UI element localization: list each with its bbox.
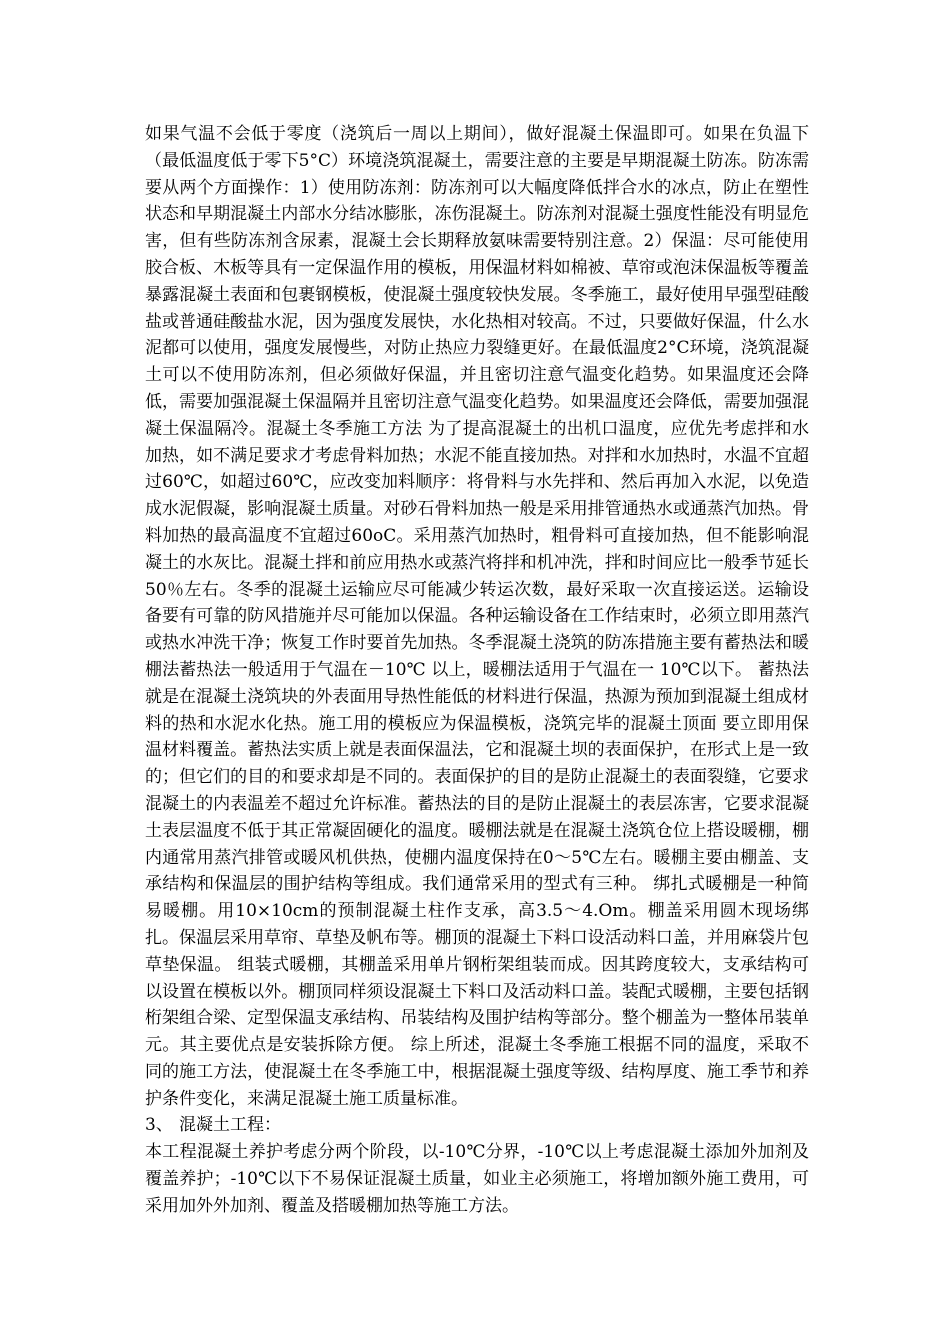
section-number: 3、 [145,1115,173,1136]
document-page [145,121,809,1220]
body-paragraph-concrete-works: 本工程混凝土养护考虑分两个阶段，以-10℃分界，-10℃以上考虑混凝土添加外加剂及覆盖养护；-10℃以下不易保证混凝土质量，如业主必须施工，将增加额外施工费用，可采用加外外加剂、覆盖及搭暖棚加热等施工方法。 [145,1142,809,1216]
section-title: 混凝土工程： [179,1115,281,1136]
body-paragraph-winter-concrete: 如果气温不会低于零度（浇筑后一周以上期间），做好混凝土保温即可。如果在负温下（最低温度低于零下5°C）环境浇筑混凝土，需要注意的主要是早期混凝土防冻。防冻需要从两个方面操作：1）使用防冻剂：防冻剂可以大幅度降低拌合水的冰点，防止在塑性状态和早期混凝土内部水分结冰膨胀，冻伤混凝土。防冻剂对混凝土强度性能没有明显危害，但有些防冻剂含尿素，混凝土会长期释放氨味需要特别注意。2）保温：尽可能使用胶合板、木板等具有一定保温作用的模板，用保温材料如棉被、草帘或泡沫保温板等覆盖暴露混凝土表面和包裹钢模板，使混凝土强度较快发展。冬季施工，最好使用早强型硅酸盐或普通硅酸盐水泥，因为强度发展快，水化热相对较高。不过，只要做好保温，什么水泥都可以使用，强度发展慢些，对防止热应力裂缝更好。在最低温度2°C环境，浇筑混凝土可以不使用防冻剂，但必须做好保温，并且密切注意气温变化趋势。如果温度还会降低，需要加强混凝土保温隔并且密切注意气温变化趋势。如果温度还会降低，需要加强混凝土保温隔冷。混凝土冬季施工方法 为了提高混凝土的出机口温度，应优先考虑拌和水加热，如不满足要求才考虑骨料加热；水泥不能直接加热。对拌和水加热时，水温不宜超过60℃，如超过60℃，应改变加料顺序：将骨料与水先拌和、然后再加入水泥，以免造成水泥假凝，影响混凝土质量。对砂石骨料加热一般是采用排管通热水或通蒸汽加热。骨料加热的最高温度不宜超过60oC。采用蒸汽加热时，粗骨料可直接加热，但不能影响混凝土的水灰比。混凝土拌和前应用热水或蒸汽将拌和机冲洗，拌和时间应比一般季节延长50％左右。冬季的混凝土运输应尽可能减少转运次数，最好采取一次直接运送。运输设备要有可靠的防风措施并尽可能加以保温。各种运输设备在工作结束时，必须立即用蒸汽或热水冲洗干净；恢复工作时要首先加热。冬季混凝土浇筑的防冻措施主要有蓄热法和暖棚法蓄热法一般适用于气温在－10℃ 以上，暖棚法适用于气温在一 10℃以下。 蓄热法就是在混凝土浇筑块的外表面用导热性能低的材料进行保温，热源为预加到混凝土组成材料的热和水泥水化热。施工用的模板应为保温模板，浇筑完毕的混凝土顶面 要立即用保温材料覆盖。蓄热法实质上就是表面保温法，它和混凝土坝的表面保护，在形式上是一致的；但它们的目的和要求却是不同的。表面保护的目的是防止混凝土的表面裂缝，它要求混凝土的内表温差不超过允许标准。蓄热法的目的是防止混凝土的表层冻害，它要求混凝土表层温度不低于其正常凝固硬化的温度。暖棚法就是在混凝土浇筑仓位上搭设暖棚，棚内通常用蒸汽排管或暖风机供热，使棚内温度保持在0～5℃左右。暖棚主要由棚盖、支承结构和保温层的围护结构等组成。我们通常采用的型式有三种。 绑扎式暖棚是一种简易暖棚。用10×10cm的预制混凝土柱作支承，高3.5～4.Om。棚盖采用圆木现场绑扎。保温层采用草帘、草垫及帆布等。棚顶的混凝土下料口设活动料口盖，并用麻袋片包草垫保温。 组装式暖棚，其棚盖采用单片钢桁架组装而成。因其跨度较大，支承结构可以设置在模板以外。棚顶同样须设混凝土下料口及活动料口盖。装配式暖棚，主要包括钢桁架组合梁、定型保温支承结构、吊装结构及围护结构等部分。整个棚盖为一整体吊装单元。其主要优点是安装拆除方便。 综上所述，混凝土冬季施工根据不同的温度，采取不同的施工方法，使混凝土在冬季施工中，根据混凝土强度等级、结构厚度、施工季节和养护条件变化，来满足混凝土施工质量标准。 [145,124,809,1109]
section-heading [145,1112,809,1139]
